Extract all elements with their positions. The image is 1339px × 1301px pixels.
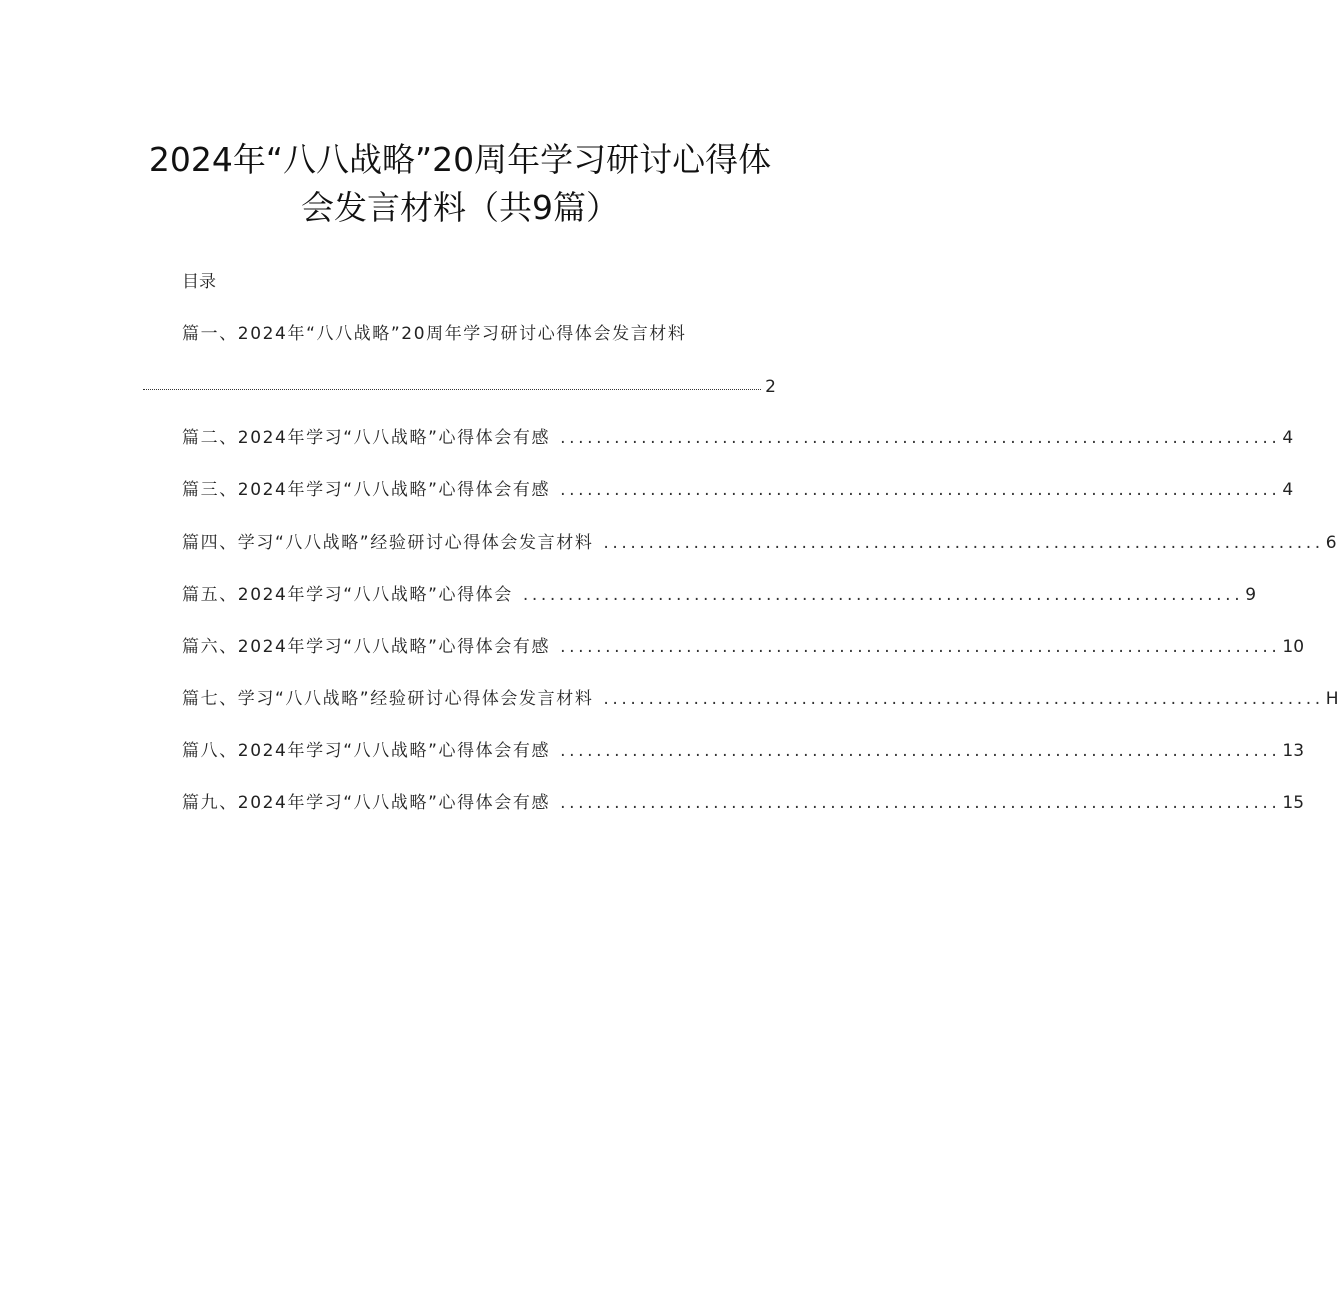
toc-entry-2[interactable] <box>182 425 1294 451</box>
toc-dot-leader: ................................................................................ <box>560 480 1281 500</box>
toc-entry-6[interactable] <box>182 634 1305 660</box>
toc-entry-1-leader-row[interactable] <box>143 375 776 399</box>
toc-entry-5[interactable] <box>182 582 1257 608</box>
toc-entry-page-number: H <box>1325 689 1339 709</box>
toc-entry-4[interactable] <box>182 530 1337 556</box>
toc-entry-3[interactable] <box>182 477 1294 503</box>
toc-entry-page-number: 4 <box>1282 480 1294 500</box>
toc-entry-label: 篇五、2024年学习“八八战略”心得体会 <box>182 585 513 605</box>
toc-entry-7[interactable] <box>182 686 1339 712</box>
toc-entry-label: 篇九、2024年学习“八八战略”心得体会有感 <box>182 793 551 813</box>
toc-entry-page-number: 13 <box>1282 741 1305 761</box>
toc-dot-leader: ................................................................................ <box>603 533 1324 553</box>
toc-entry-8[interactable] <box>182 738 1305 764</box>
toc-entry-label: 篇六、2024年学习“八八战略”心得体会有感 <box>182 637 551 657</box>
document-title-line-1: 2024年“八八战略”20周年学习研讨心得体 <box>148 140 772 179</box>
toc-entry-1-page-number: 2 <box>765 377 776 397</box>
toc-dot-leader: ................................................................................ <box>560 637 1281 657</box>
toc-entry-page-number: 6 <box>1325 533 1337 553</box>
toc-entry-1-dot-leader <box>143 375 761 390</box>
toc-entry-page-number: 15 <box>1282 793 1305 813</box>
toc-dot-leader: ................................................................................ <box>560 428 1281 448</box>
toc-entry-page-number: 10 <box>1282 637 1305 657</box>
toc-dot-leader: ................................................................................ <box>603 689 1324 709</box>
toc-entry-label: 篇三、2024年学习“八八战略”心得体会有感 <box>182 480 551 500</box>
toc-entry-label: 篇二、2024年学习“八八战略”心得体会有感 <box>182 428 551 448</box>
toc-heading: 目录 <box>182 272 216 292</box>
toc-entry-1-label[interactable]: 篇一、2024年“八八战略”20周年学习研讨心得体会发言材料 <box>182 324 687 344</box>
toc-dot-leader: ................................................................................ <box>522 585 1244 605</box>
toc-dot-leader: ................................................................................ <box>560 741 1281 761</box>
toc-entry-page-number: 9 <box>1245 585 1257 605</box>
toc-dot-leader: ................................................................................ <box>560 793 1281 813</box>
toc-entry-label: 篇八、2024年学习“八八战略”心得体会有感 <box>182 741 551 761</box>
toc-entry-9[interactable] <box>182 790 1305 816</box>
toc-entry-label: 篇四、学习“八八战略”经验研讨心得体会发言材料 <box>182 533 594 553</box>
document-title-line-2: 会发言材料（共9篇） <box>301 188 619 227</box>
toc-entry-label: 篇七、学习“八八战略”经验研讨心得体会发言材料 <box>182 689 594 709</box>
toc-entry-page-number: 4 <box>1282 428 1294 448</box>
